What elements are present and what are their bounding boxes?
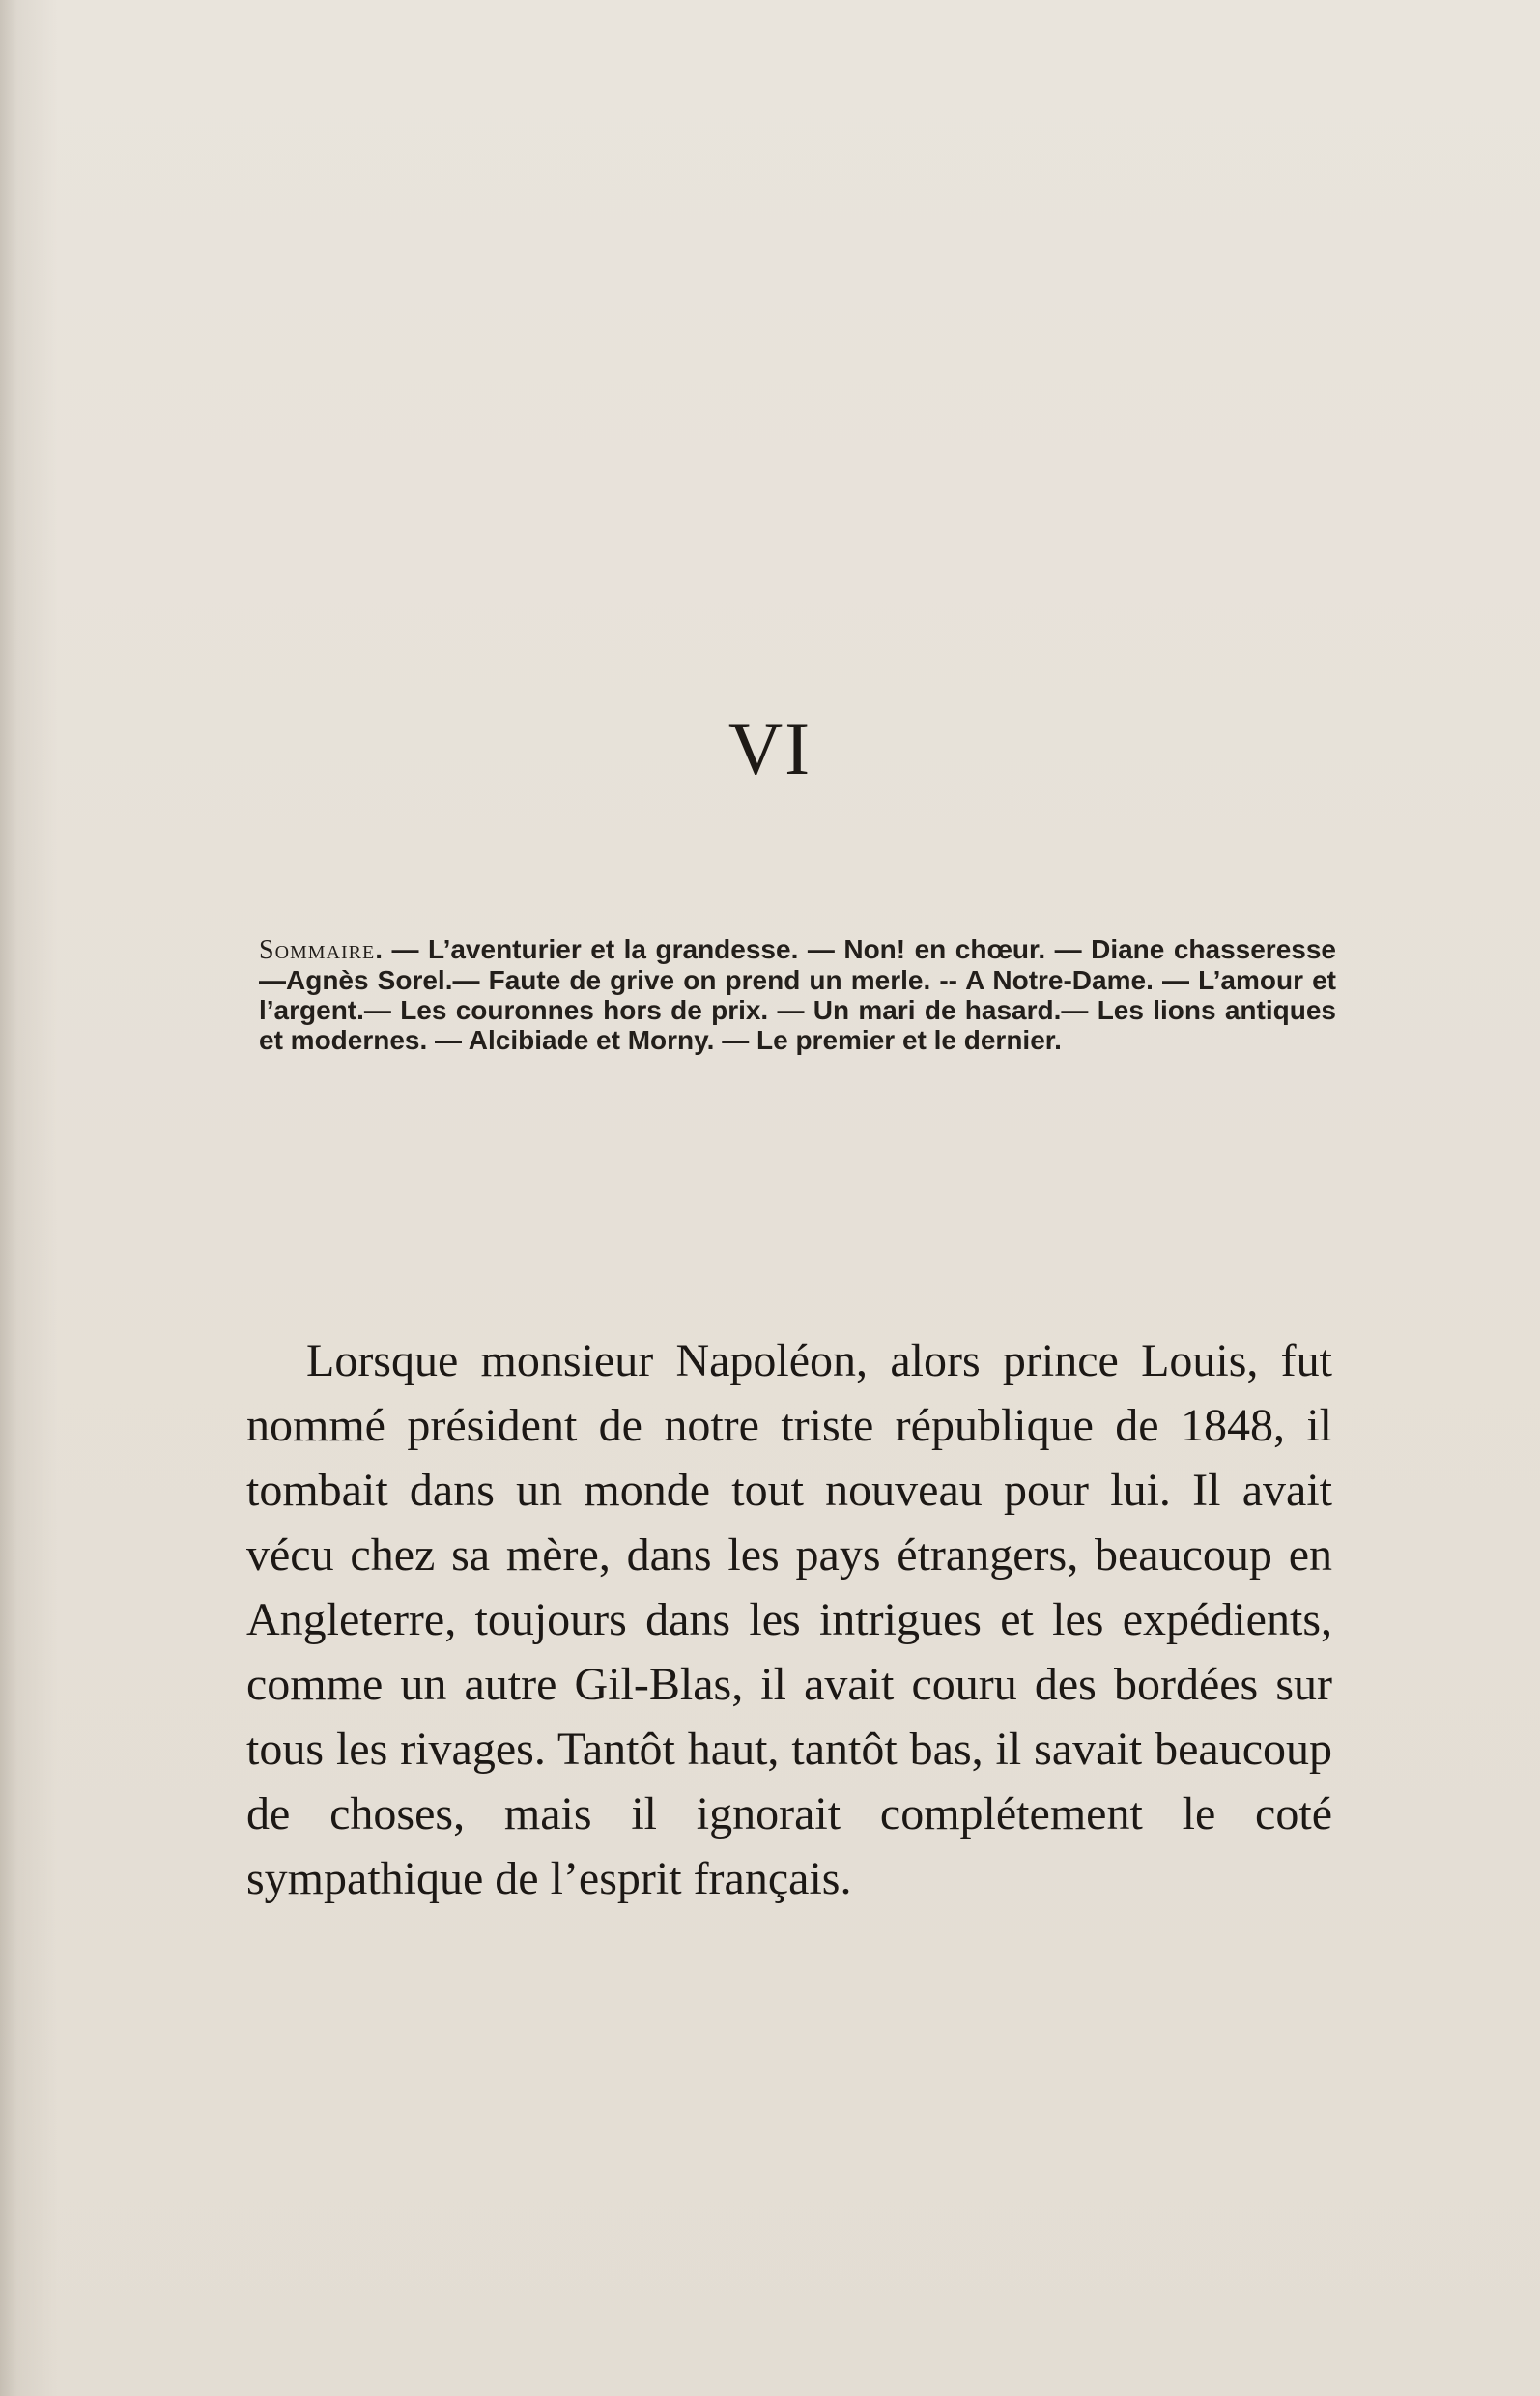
chapter-summary	[259, 934, 1336, 1055]
body-paragraph: Lorsque monsieur Napoléon, alors prince Louis, fut nommé président de notre triste république de 1848, il tombait dans un monde tout nouveau pour lui. Il avait vécu chez sa mère, dans les pays étrangers, beaucoup en Angleterre, toujours dans les intrigues et les expédients, comme un autre Gil-Blas, il avait couru des bordées sur tous les rivages. Tantôt haut, tantôt bas, il savait beaucoup de choses, mais il ignorait complétement le coté sympathique de l’esprit français.	[246, 1335, 1332, 1904]
summary-label: Sommaire	[259, 935, 376, 965]
chapter-number: VI	[727, 706, 813, 790]
summary-text: . — L’aventurier et la grandesse. — Non! en chœur. — Diane chasseresse —Agnès Sorel.— Faute de grive on prend un merle. -- A Notre-Dame. — L’amour et l’argent.— Les couronnes hors de prix. — Un mari de hasard.— Les lions antiques et modernes. — Alcibiade et Morny. — Le premier et le dernier.	[259, 934, 1336, 1055]
body-paragraph-container	[246, 1328, 1332, 1911]
